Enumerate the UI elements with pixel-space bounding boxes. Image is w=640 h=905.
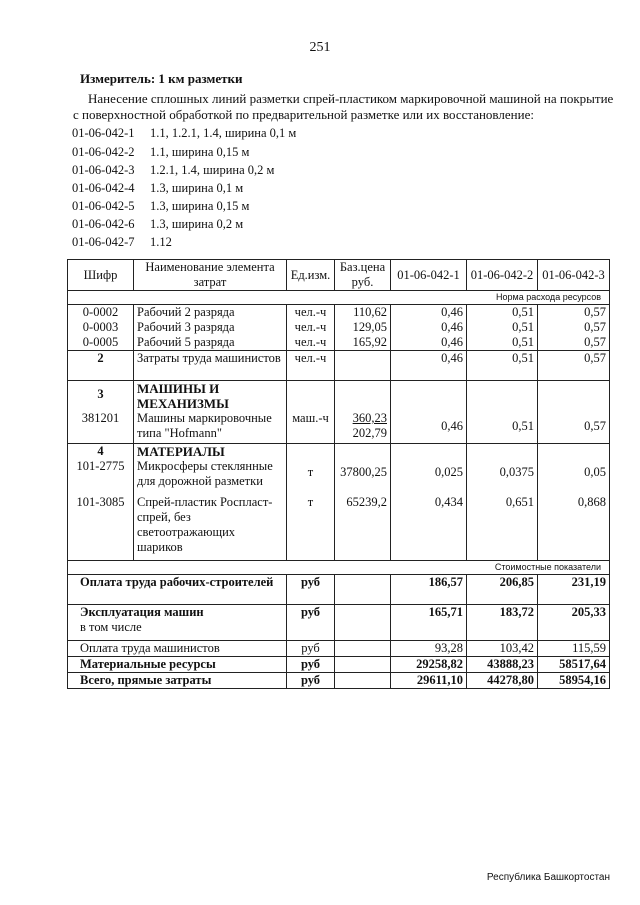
cost-v1: 29258,82 — [391, 657, 467, 673]
code-id: 01-06-042-5 — [72, 199, 135, 213]
header-col-3: 01-06-042-3 — [538, 260, 610, 291]
row-name: Рабочий 3 разряда — [134, 320, 287, 335]
empty-cell — [335, 673, 391, 689]
table-row-material — [68, 459, 610, 495]
table-row — [68, 335, 610, 351]
row-name: Спрей-пластик Роспласт-спрей, без светоотражающих шариков — [134, 495, 287, 561]
row-name: Машины маркировочные типа "Hofmann" — [134, 411, 287, 443]
row-name: Затраты труда машинистов — [134, 351, 287, 381]
band-norms — [68, 291, 610, 305]
empty-cell — [335, 657, 391, 673]
cost-v2: 206,85 — [467, 575, 538, 605]
row-code: 0-0002 — [68, 305, 134, 321]
empty-cell — [287, 443, 335, 459]
row-v1: 0,46 — [391, 320, 467, 335]
cost-name: Эксплуатация машин — [80, 605, 204, 619]
code-desc: 1.3, ширина 0,1 м — [150, 181, 244, 195]
code-list-item — [72, 199, 249, 214]
code-desc: 1.3, ширина 0,15 м — [150, 199, 250, 213]
section-materials — [68, 443, 610, 459]
cost-v2: 103,42 — [467, 641, 538, 657]
row-code: 101-2775 — [68, 459, 134, 495]
row-unit: маш.-ч — [287, 411, 335, 443]
row-price — [335, 411, 391, 443]
row-unit: чел.-ч — [287, 335, 335, 351]
cost-name: Оплата труда рабочих-строителей — [68, 575, 287, 605]
row-v2: 0,51 — [467, 305, 538, 321]
code-list-item — [72, 181, 243, 196]
code-id: 01-06-042-4 — [72, 181, 135, 195]
footer-region: Республика Башкортостан — [486, 872, 610, 883]
row-v1: 0,46 — [391, 335, 467, 351]
code-list-item — [72, 126, 296, 141]
table-row-machinists — [68, 351, 610, 381]
code-list-item — [72, 235, 172, 250]
code-list-item — [72, 163, 274, 178]
row-price: 110,62 — [335, 305, 391, 321]
empty-cell — [391, 443, 467, 459]
code-id: 01-06-042-3 — [72, 163, 135, 177]
header-col-1: 01-06-042-1 — [391, 260, 467, 291]
cost-name: Всего, прямые затраты — [68, 673, 287, 689]
table-row — [68, 320, 610, 335]
empty-cell — [335, 641, 391, 657]
empty-cell — [391, 381, 467, 412]
cost-row — [68, 657, 610, 673]
empty-cell — [538, 381, 610, 412]
section-machines — [68, 381, 610, 412]
cost-unit: руб — [287, 641, 335, 657]
code-id: 01-06-042-2 — [72, 145, 135, 159]
code-desc: 1.12 — [150, 235, 172, 249]
row-v3: 0,57 — [538, 411, 610, 443]
cost-name-cell — [68, 605, 287, 641]
cost-v1: 186,57 — [391, 575, 467, 605]
cost-unit: руб — [287, 673, 335, 689]
row-v3: 0,05 — [538, 459, 610, 495]
cost-name: Оплата труда машинистов — [68, 641, 287, 657]
band-costs — [68, 561, 610, 575]
intro-line-2: с поверхностной обработкой по предварительной разметке или их восстановление: — [73, 107, 534, 122]
row-unit: чел.-ч — [287, 305, 335, 321]
code-desc: 1.1, 1.2.1, 1.4, ширина 0,1 м — [150, 126, 297, 140]
cost-v3: 58954,16 — [538, 673, 610, 689]
code-list-item — [72, 217, 243, 232]
code-desc: 1.3, ширина 0,2 м — [150, 217, 244, 231]
row-code: 0-0003 — [68, 320, 134, 335]
row-price: 65239,2 — [335, 495, 391, 561]
code-id: 01-06-042-1 — [72, 126, 135, 140]
empty-cell — [335, 575, 391, 605]
header-name: Наименование элемента затрат — [134, 260, 287, 291]
row-v3: 0,868 — [538, 495, 610, 561]
cost-v3: 205,33 — [538, 605, 610, 641]
row-v2: 0,0375 — [467, 459, 538, 495]
code-desc: 1.1, ширина 0,15 м — [150, 145, 250, 159]
empty-cell — [287, 381, 335, 412]
row-v1: 0,46 — [391, 351, 467, 381]
table-row-material — [68, 495, 610, 561]
band-costs-label: Стоимостные показатели — [68, 561, 610, 575]
header-col-2: 01-06-042-2 — [467, 260, 538, 291]
cost-row — [68, 605, 610, 641]
empty-cell — [538, 443, 610, 459]
row-price: 165,92 — [335, 335, 391, 351]
row-unit: т — [287, 459, 335, 495]
row-code: 101-3085 — [68, 495, 134, 561]
intro-line-1: Нанесение сплошных линий разметки спрей-пластиком маркировочной машиной на покрытие — [88, 91, 614, 106]
row-unit: чел.-ч — [287, 351, 335, 381]
row-price: 37800,25 — [335, 459, 391, 495]
table-header-row — [68, 260, 610, 291]
cost-v3: 231,19 — [538, 575, 610, 605]
row-v2: 0,51 — [467, 411, 538, 443]
empty-cell — [467, 443, 538, 459]
row-code: 2 — [68, 351, 134, 381]
code-id: 01-06-042-7 — [72, 235, 135, 249]
empty-cell — [335, 381, 391, 412]
header-price: Баз.цена руб. — [335, 260, 391, 291]
cost-v3: 115,59 — [538, 641, 610, 657]
cost-v2: 183,72 — [467, 605, 538, 641]
cost-v1: 29611,10 — [391, 673, 467, 689]
row-v3: 0,57 — [538, 305, 610, 321]
row-v3: 0,57 — [538, 320, 610, 335]
section-title: МАТЕРИАЛЫ — [134, 443, 287, 459]
table-row-machine — [68, 411, 610, 443]
row-name: Рабочий 5 разряда — [134, 335, 287, 351]
cost-v3: 58517,64 — [538, 657, 610, 673]
cost-row — [68, 673, 610, 689]
code-desc: 1.2.1, 1.4, ширина 0,2 м — [150, 163, 275, 177]
meter-heading: Измеритель: 1 км разметки — [80, 71, 243, 86]
cost-name: Материальные ресурсы — [68, 657, 287, 673]
row-v3: 0,57 — [538, 351, 610, 381]
cost-v1: 165,71 — [391, 605, 467, 641]
cost-unit: руб — [287, 657, 335, 673]
empty-cell — [335, 605, 391, 641]
row-price-empty — [335, 351, 391, 381]
row-price: 129,05 — [335, 320, 391, 335]
empty-cell — [467, 381, 538, 412]
cost-v2: 44278,80 — [467, 673, 538, 689]
header-unit: Ед.изм. — [287, 260, 335, 291]
band-norms-label: Норма расхода ресурсов — [68, 291, 610, 305]
cost-v2: 43888,23 — [467, 657, 538, 673]
section-title: МАШИНЫ И МЕХАНИЗМЫ — [134, 381, 287, 412]
cost-unit: руб — [287, 575, 335, 605]
row-unit: т — [287, 495, 335, 561]
row-v1: 0,46 — [391, 305, 467, 321]
page-number: 251 — [309, 40, 331, 55]
row-v1: 0,434 — [391, 495, 467, 561]
code-id: 01-06-042-6 — [72, 217, 135, 231]
section-code: 3 — [68, 381, 134, 412]
cost-v1: 93,28 — [391, 641, 467, 657]
row-v1: 0,46 — [391, 411, 467, 443]
price-bottom: 202,79 — [352, 426, 387, 440]
row-unit: чел.-ч — [287, 320, 335, 335]
row-code: 0-0005 — [68, 335, 134, 351]
cost-row — [68, 641, 610, 657]
table-row — [68, 305, 610, 321]
row-name: Микросферы стеклянные для дорожной разметки — [134, 459, 287, 495]
empty-cell — [335, 443, 391, 459]
price-top: 360,23 — [352, 411, 387, 425]
cost-sub: в том числе — [80, 620, 142, 634]
row-v2: 0,51 — [467, 335, 538, 351]
row-name: Рабочий 2 разряда — [134, 305, 287, 321]
row-v3: 0,57 — [538, 335, 610, 351]
row-v2: 0,51 — [467, 320, 538, 335]
section-code: 4 — [68, 443, 134, 459]
resource-table — [67, 259, 610, 689]
row-v2: 0,651 — [467, 495, 538, 561]
cost-row — [68, 575, 610, 605]
row-code: 381201 — [68, 411, 134, 443]
code-list-item — [72, 145, 249, 160]
row-v1: 0,025 — [391, 459, 467, 495]
row-v2: 0,51 — [467, 351, 538, 381]
cost-unit: руб — [287, 605, 335, 641]
header-cipher: Шифр — [68, 260, 134, 291]
